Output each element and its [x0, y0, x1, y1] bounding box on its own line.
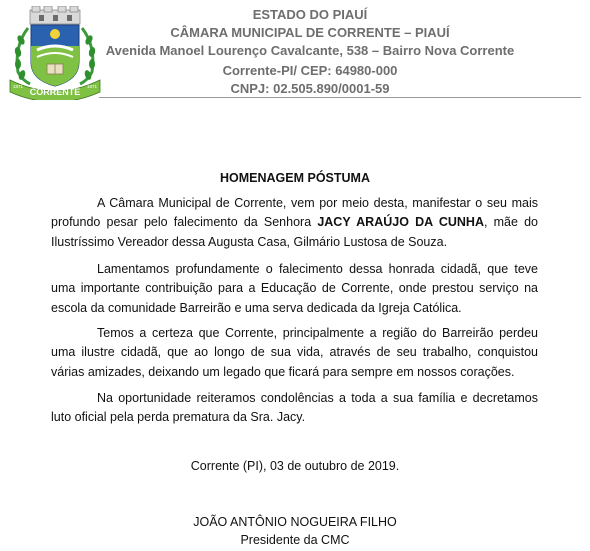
paragraph-2: Lamentamos profundamente o falecimento dessa honrada cidadã, que teve uma importante contribuição para a Educação de Corrente, onde prestou serviço na escola da comunidade Barreirão e uma serva dedicada da Igreja Católica.	[51, 262, 538, 315]
paragraph-3: Temos a certeza que Corrente, principalmente a região do Barreirão perdeu uma ilustre cidadã, que ao longo de sua vida, através de seu trabalho, conquistou várias amizades, deixando um legado que ficará para sempre em nossos corações.	[51, 326, 538, 379]
signer-name: JOÃO ANTÔNIO NOGUEIRA FILHO	[193, 515, 397, 529]
letterhead-chamber: CÂMARA MUNICIPAL DE CORRENTE – PIAUÍ	[170, 25, 450, 40]
letterhead-state: ESTADO DO PIAUÍ	[252, 7, 368, 22]
paragraph-1-text-b: , mãe do Ilustríssimo Vereador dessa Augusta Casa, Gilmário Lustosa de Souza.	[51, 215, 539, 249]
paragraph-4: Na oportunidade reiteramos condolências a toda a sua família e decretamos luto oficial pela perda prematura da Sra. Jacy.	[51, 391, 538, 425]
seal-year-right: 1871	[86, 84, 98, 89]
document-title: HOMENAGEM PÓSTUMA	[220, 171, 370, 185]
deceased-name: JACY ARAÚJO DA CUNHA	[317, 215, 484, 230]
crown-icon	[30, 6, 80, 24]
letterhead-city-cep: Corrente-PI/ CEP: 64980-000	[222, 63, 398, 78]
letterhead-cnpj: CNPJ: 02.505.890/0001-59	[230, 81, 390, 96]
municipal-seal-logo	[6, 6, 104, 100]
letterhead-divider	[99, 97, 581, 98]
paragraph-1	[51, 194, 538, 252]
letterhead-address: Avenida Manoel Lourenço Cavalcante, 538 – Bairro Nova Corrente	[105, 43, 515, 58]
signer-role: Presidente da CMC	[240, 533, 350, 547]
seal-banner-text: CORRENTE	[29, 87, 81, 97]
right-palm-icon	[80, 28, 96, 84]
left-laurel-icon	[14, 28, 30, 84]
document-date: Corrente (PI), 03 de outubro de 2019.	[190, 459, 400, 473]
shield-icon	[31, 25, 79, 86]
paragraph-1-text-a: A Câmara Municipal de Corrente, vem por meio desta, manifestar o seu mais profundo pesar pelo falecimento da Senhora	[51, 196, 538, 230]
seal-year-left: 1871	[12, 84, 24, 89]
